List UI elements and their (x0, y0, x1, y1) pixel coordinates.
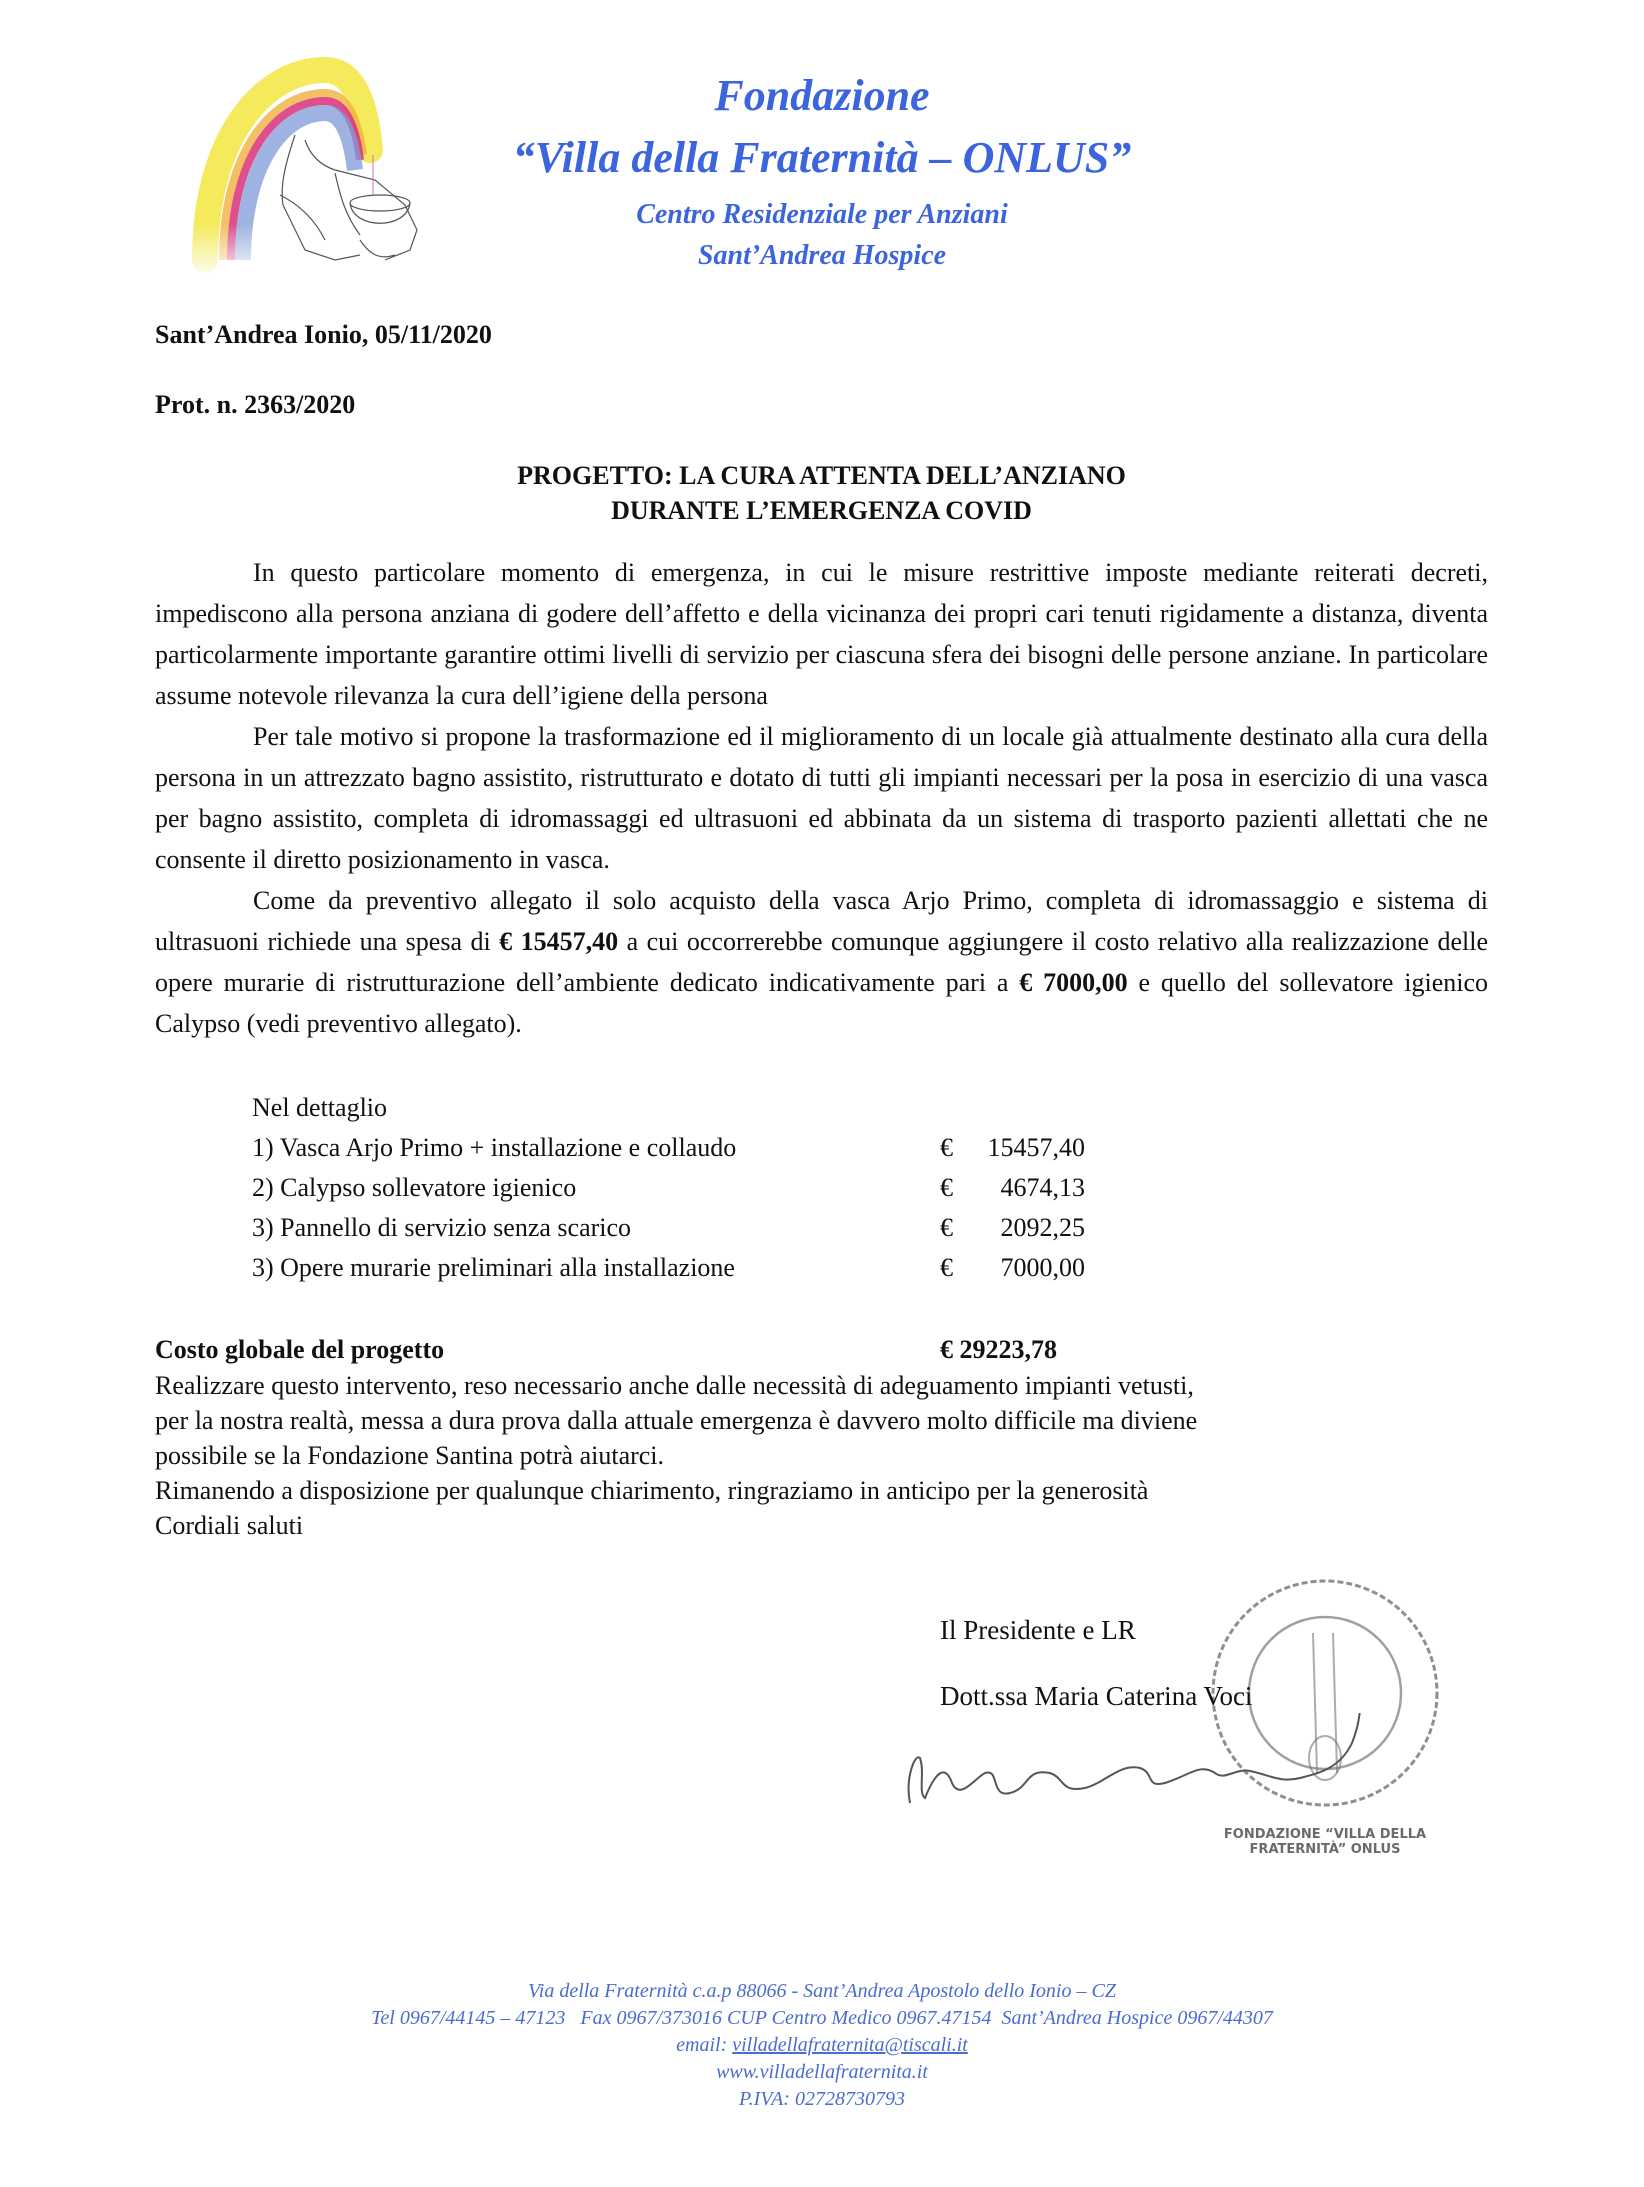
letterhead-subtitle: Centro Residenziale per Anziani (636, 199, 1008, 230)
cost-breakdown-list (252, 1088, 1488, 1288)
paragraph-3-text-a: Come da preventivo allegato il solo acquisto della vasca Arjo Primo, completa di idromassaggio e sistema di ultrasuoni richiede una spesa di (155, 886, 1488, 956)
cost-item-amount: 15457,40 (987, 1133, 1085, 1162)
closing-line: Rimanendo a disposizione per qualunque chiarimento, ringraziamo in anticipo per la generosità (155, 1476, 1149, 1505)
cost-item (252, 1168, 1488, 1208)
cost-item-label: 3) Opere murarie preliminari alla installazione (252, 1253, 735, 1282)
total-cost-label: Costo globale del progetto (155, 1335, 445, 1364)
footer-email-link[interactable]: villadellafraternita@tiscali.it (732, 2034, 968, 2056)
document-title-line1: PROGETTO: LA CURA ATTENTA DELL’ANZIANO (517, 461, 1126, 490)
protocol-number: Prot. n. 2363/2020 (155, 390, 356, 419)
letter-footer (0, 1978, 1644, 2113)
paragraph-3-text-c: e quello del sollevatore igienico Calypso (vedi preventivo allegato). (155, 968, 1489, 1038)
letterhead-hospice: Sant’Andrea Hospice (697, 240, 947, 271)
footer-email-row (0, 2032, 1644, 2059)
signature-block (155, 1573, 1488, 1823)
closing-salutation: Cordiali saluti (155, 1511, 304, 1540)
closing-line: Realizzare questo intervento, reso necessario anche dalle necessità di adeguamento impianti vetusti, (155, 1371, 1194, 1400)
place-date: Sant’Andrea Ionio, 05/11/2020 (155, 320, 492, 349)
cost-item (252, 1248, 1488, 1288)
letter-body (155, 0, 1489, 1857)
total-cost-row (155, 1332, 1488, 1368)
closing-line: possibile se la Fondazione Santina potrà aiutarci. (155, 1441, 665, 1470)
cost-item-amount: 7000,00 (1000, 1253, 1085, 1282)
paragraph-1: In questo particolare momento di emergenza, in cui le misure restrittive imposte mediante reiterati decreti, impediscono alla persona anziana di godere dell’affetto e della vicinanza dei propri cari tenuti rigidamente a distanza, diventa particolarmente importante garantire ottimi livelli di servizio per ciascuna sfera dei bisogni delle persone anziane. In particolare assume notevole rilevanza la cura dell’igiene della persona (155, 558, 1488, 710)
stamp-text: FONDAZIONE “VILLA DELLA FRATERNITÀ” ONLUS (1223, 1827, 1427, 1857)
signatory-role: Il Presidente e LR (940, 1615, 1136, 1645)
footer-phones: Tel 0967/44145 – 47123 Fax 0967/373016 CUP Centro Medico 0967.47154 Sant’Andrea Hospice 0967/44307 (371, 2007, 1273, 2029)
cost-item-label: 3) Pannello di servizio senza scarico (252, 1213, 632, 1242)
footer-address: Via della Fraternità c.a.p 88066 - Sant’Andrea Apostolo dello Ionio – CZ (528, 1980, 1116, 2002)
cost-item (252, 1128, 1488, 1168)
document-title-line2: DURANTE L’EMERGENZA COVID (611, 496, 1032, 525)
cost-item-label: 2) Calypso sollevatore igienico (252, 1173, 577, 1202)
currency-symbol: € (940, 1133, 953, 1162)
currency-symbol: € (940, 1253, 953, 1282)
footer-email-label: email: (676, 2034, 733, 2056)
cost-item-amount: 4674,13 (1000, 1173, 1085, 1202)
cost-item-amount: 2092,25 (1000, 1213, 1085, 1242)
signature-scribble-icon (890, 1713, 1380, 1813)
paragraph-3 (155, 880, 1488, 1044)
paragraph-2: Per tale motivo si propone la trasformazione ed il miglioramento di un locale già attualmente destinato alla cura della persona in un attrezzato bagno assistito, ristrutturato e dotato di tutti gli impianti necessari per la posa in esercizio di una vasca per bagno assistito, completa di idromassaggi ed ultrasuoni ed abbinata da un sistema di trasporto pazienti allettati che ne consente il diretto posizionamento in vasca. (155, 722, 1488, 874)
document-title (155, 458, 1488, 528)
cost-item-label: 1) Vasca Arjo Primo + installazione e collaudo (252, 1133, 737, 1162)
paragraph-3-text-b: a cui occorrerebbe comunque aggiungere il costo relativo alla realizzazione delle opere murarie di ristrutturazione dell’ambiente dedicato indicativamente pari a (155, 927, 1489, 997)
footer-vat: P.IVA: 02728730793 (739, 2088, 905, 2110)
stamp-legend (1205, 1827, 1445, 1857)
vasca-cost-highlight: € 15457,40 (499, 927, 619, 956)
closing-line: per la nostra realtà, messa a dura prova dalla attuale emergenza è davvero molto difficile ma diviene (155, 1406, 1198, 1435)
handwritten-signature (890, 1713, 1380, 1813)
footer-website[interactable]: www.villadellafraternita.it (716, 2061, 928, 2083)
currency-symbol: € (940, 1173, 953, 1202)
closing-text (155, 1368, 1488, 1543)
currency-symbol: € (940, 1213, 953, 1242)
signatory-name: Dott.ssa Maria Caterina Voci (940, 1681, 1253, 1711)
details-heading: Nel dettaglio (252, 1093, 388, 1122)
letterhead-foundation: Fondazione (714, 71, 930, 120)
letterhead-name: “Villa della Fraternità – ONLUS” (512, 133, 1132, 182)
works-cost-highlight: € 7000,00 (1019, 968, 1128, 997)
cost-item (252, 1208, 1488, 1248)
total-cost-amount: € 29223,78 (940, 1335, 1057, 1364)
